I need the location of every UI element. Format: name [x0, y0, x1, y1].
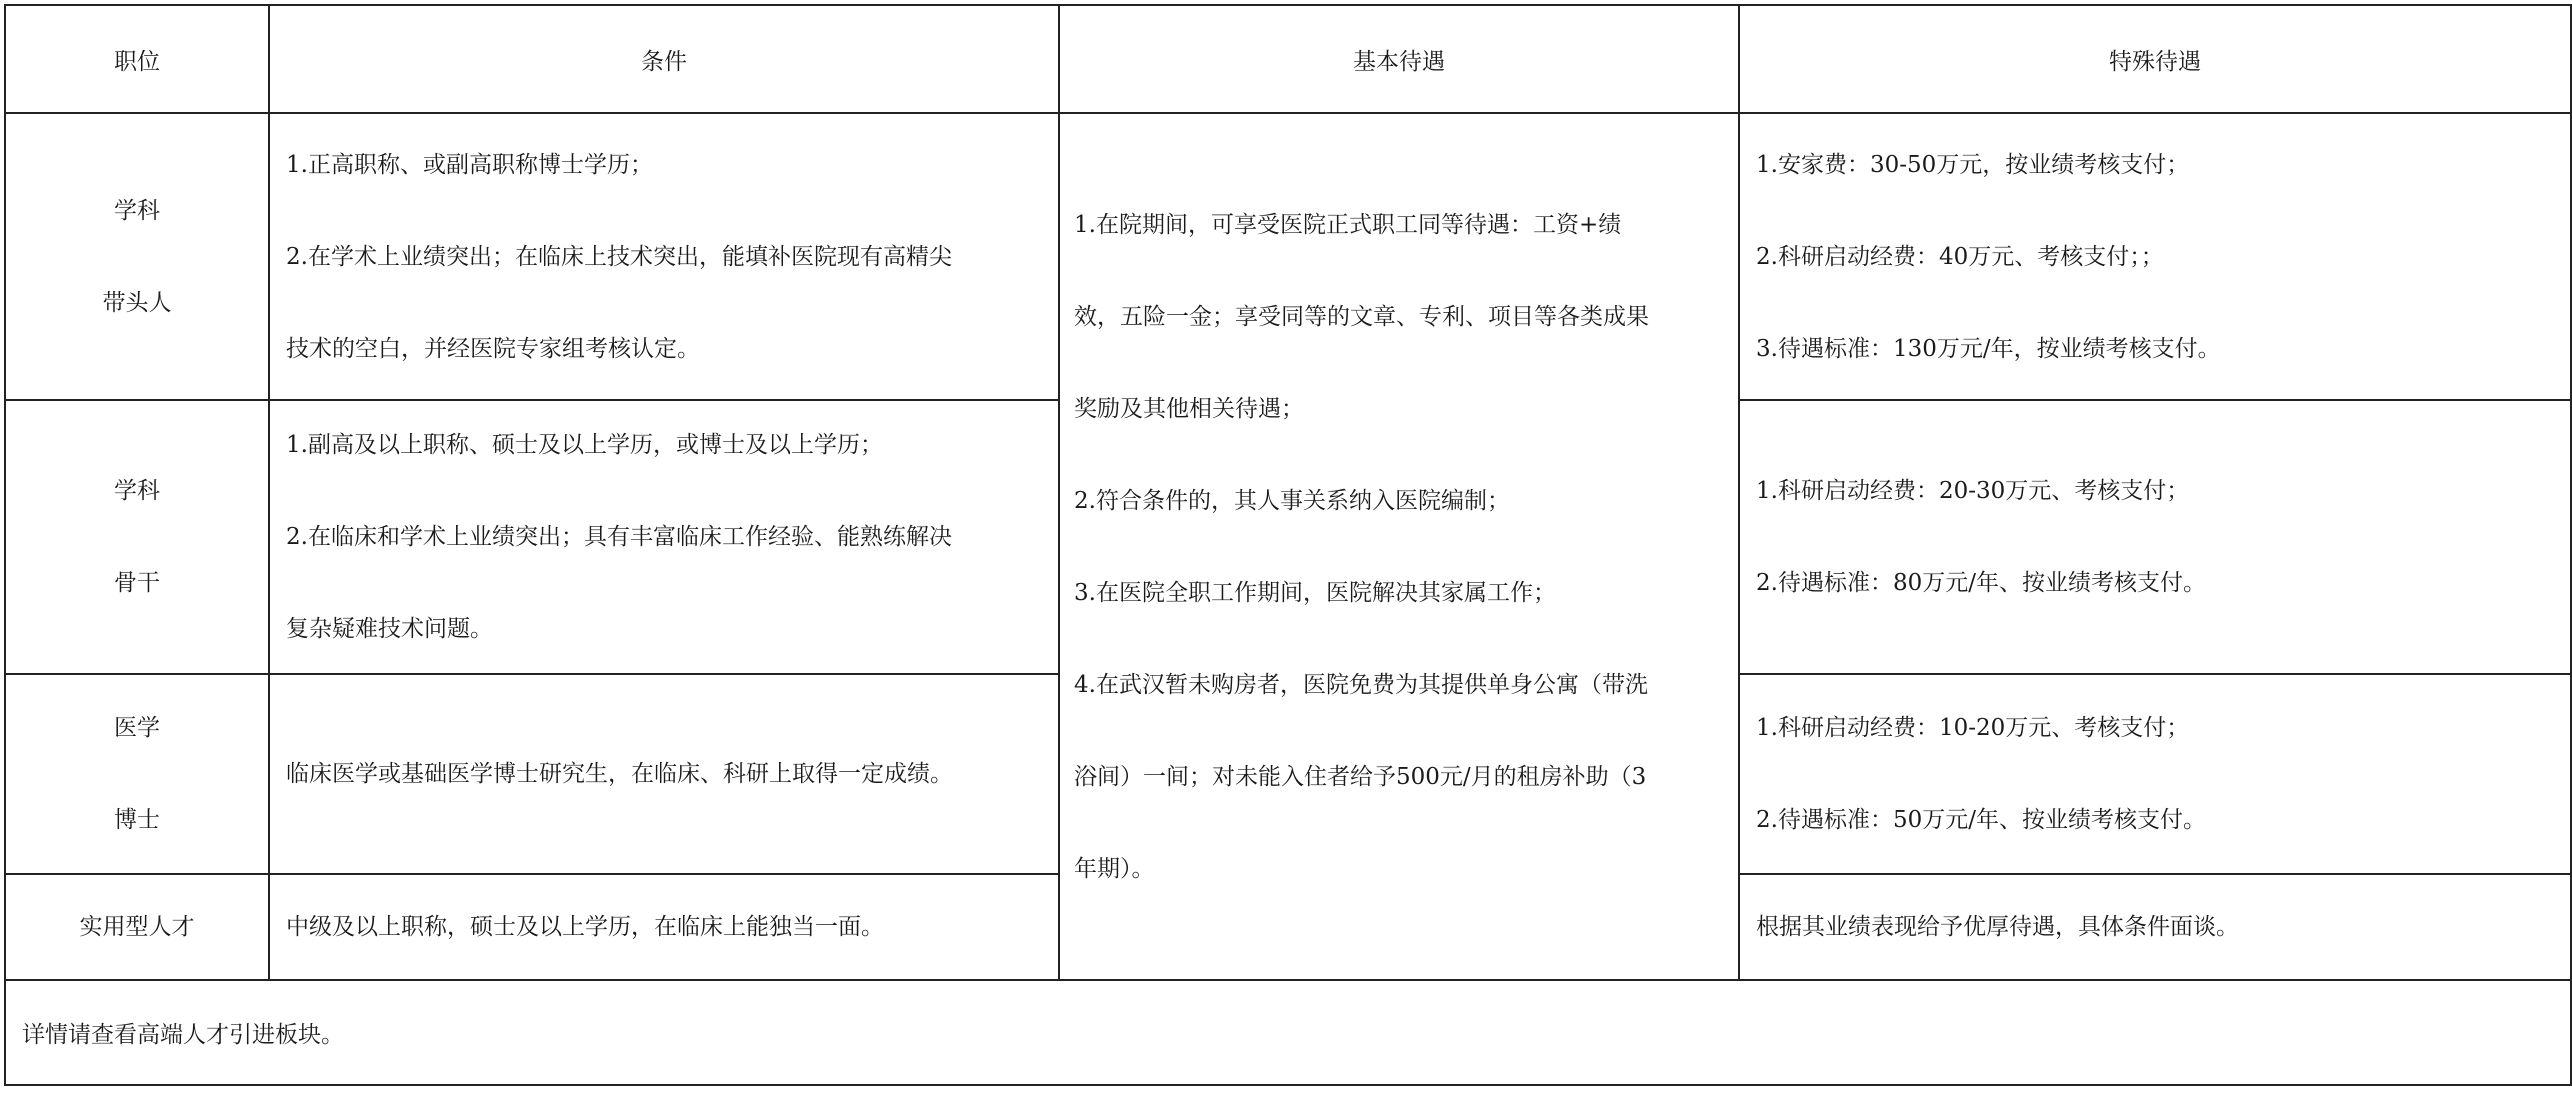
basic-benefit-text: 1.在院期间，可享受医院正式职工同等待遇：工资+绩: [1074, 211, 1622, 238]
special-benefits-cell: [1739, 874, 2571, 980]
spacer: [1074, 340, 1722, 386]
talent-benefits-table-wrapper: [4, 4, 2570, 1092]
conditions-cell: [269, 400, 1059, 674]
header-row: [5, 5, 2571, 113]
condition-text: 1.副高及以上职称、硕士及以上学历，或博士及以上学历；: [286, 432, 883, 458]
position-cell: [5, 113, 269, 400]
spacer: [1074, 432, 1722, 478]
spacer: [286, 468, 1042, 514]
position-cell: [5, 674, 269, 874]
note-row: [5, 980, 2571, 1085]
spacer: [1074, 524, 1722, 570]
special-benefits-cell: [1739, 113, 2571, 400]
condition-text: 技术的空白，并经医院专家组考核认定。: [286, 335, 700, 362]
header-position: 职位: [5, 5, 269, 113]
position-line: 实用型人才: [79, 914, 195, 940]
header-special-benefits: 特殊待遇: [1739, 5, 2571, 113]
spacer: [1074, 248, 1722, 294]
special-benefits-cell: [1739, 400, 2571, 674]
spacer: [1074, 708, 1722, 754]
basic-benefit-text: 2.符合条件的，其人事关系纳入医院编制；: [1074, 487, 1510, 514]
conditions-cell: [269, 113, 1059, 400]
basic-benefits-cell: [1059, 113, 1739, 980]
position-line: 医学: [114, 715, 160, 741]
condition-text: 中级及以上职称，硕士及以上学历，在临床上能独当一面。: [286, 914, 884, 940]
position-line: 骨干: [114, 570, 160, 596]
conditions-cell: [269, 874, 1059, 980]
position-line: 带头人: [102, 289, 172, 316]
special-benefit-text: 3.待遇标准：130万元/年，按业绩考核支付。: [1756, 335, 2221, 362]
basic-benefit-text: 年期）。: [1074, 855, 1155, 882]
condition-text: 2.在临床和学术上业绩突出；具有丰富临床工作经验、能熟练解决: [286, 524, 952, 550]
special-benefit-text: 2.待遇标准：50万元/年、按业绩考核支付。: [1756, 807, 2206, 833]
spacer: [1756, 280, 2554, 326]
special-benefit-text: 2.待遇标准：80万元/年、按业绩考核支付。: [1756, 570, 2206, 596]
special-benefit-text: 1.科研启动经费：10-20万元、考核支付；: [1756, 715, 2190, 741]
spacer: [286, 560, 1042, 606]
spacer: [286, 280, 1042, 326]
special-benefits-cell: [1739, 674, 2571, 874]
spacer: [1756, 188, 2554, 234]
special-benefit-text: 2.科研启动经费：40万元、考核支付；；: [1756, 243, 2164, 270]
basic-benefit-text: 4.在武汉暂未购房者，医院免费为其提供单身公寓（带洗: [1074, 671, 1648, 698]
position-line: 学科: [114, 197, 160, 224]
spacer: [1756, 751, 2554, 797]
position-line: 博士: [114, 807, 160, 833]
position-cell: [5, 874, 269, 980]
spacer: [286, 188, 1042, 234]
spacer: [1756, 514, 2554, 560]
condition-text: 临床医学或基础医学博士研究生，在临床、科研上取得一定成绩。: [286, 761, 953, 787]
condition-text: 2.在学术上业绩突出；在临床上技术突出，能填补医院现有高精尖: [286, 243, 952, 270]
basic-benefit-text: 效，五险一金；享受同等的文章、专利、项目等各类成果: [1074, 303, 1649, 330]
talent-benefits-table: [4, 4, 2572, 1086]
header-conditions: 条件: [269, 5, 1059, 113]
position-cell: [5, 400, 269, 674]
basic-benefit-text: 奖励及其他相关待遇；: [1074, 395, 1304, 422]
footer-note: 详情请查看高端人才引进板块。: [5, 980, 2571, 1085]
spacer: [1074, 800, 1722, 846]
position-line: 学科: [114, 478, 160, 504]
basic-benefit-text: 3.在医院全职工作期间，医院解决其家属工作；: [1074, 579, 1556, 606]
conditions-cell: [269, 674, 1059, 874]
spacer: [1074, 616, 1722, 662]
condition-text: 复杂疑难技术问题。: [286, 616, 493, 642]
table-row: [5, 113, 2571, 400]
special-benefit-text: 1.科研启动经费：20-30万元、考核支付；: [1756, 478, 2190, 504]
basic-benefit-text: 浴间）一间；对未能入住者给予500元/月的租房补助（3: [1074, 763, 1647, 790]
header-basic-benefits: 基本待遇: [1059, 5, 1739, 113]
condition-text: 1.正高职称、或副高职称博士学历；: [286, 151, 653, 178]
special-benefit-text: 根据其业绩表现给予优厚待遇，具体条件面谈。: [1756, 914, 2239, 940]
special-benefit-text: 1.安家费：30-50万元，按业绩考核支付；: [1756, 151, 2190, 178]
